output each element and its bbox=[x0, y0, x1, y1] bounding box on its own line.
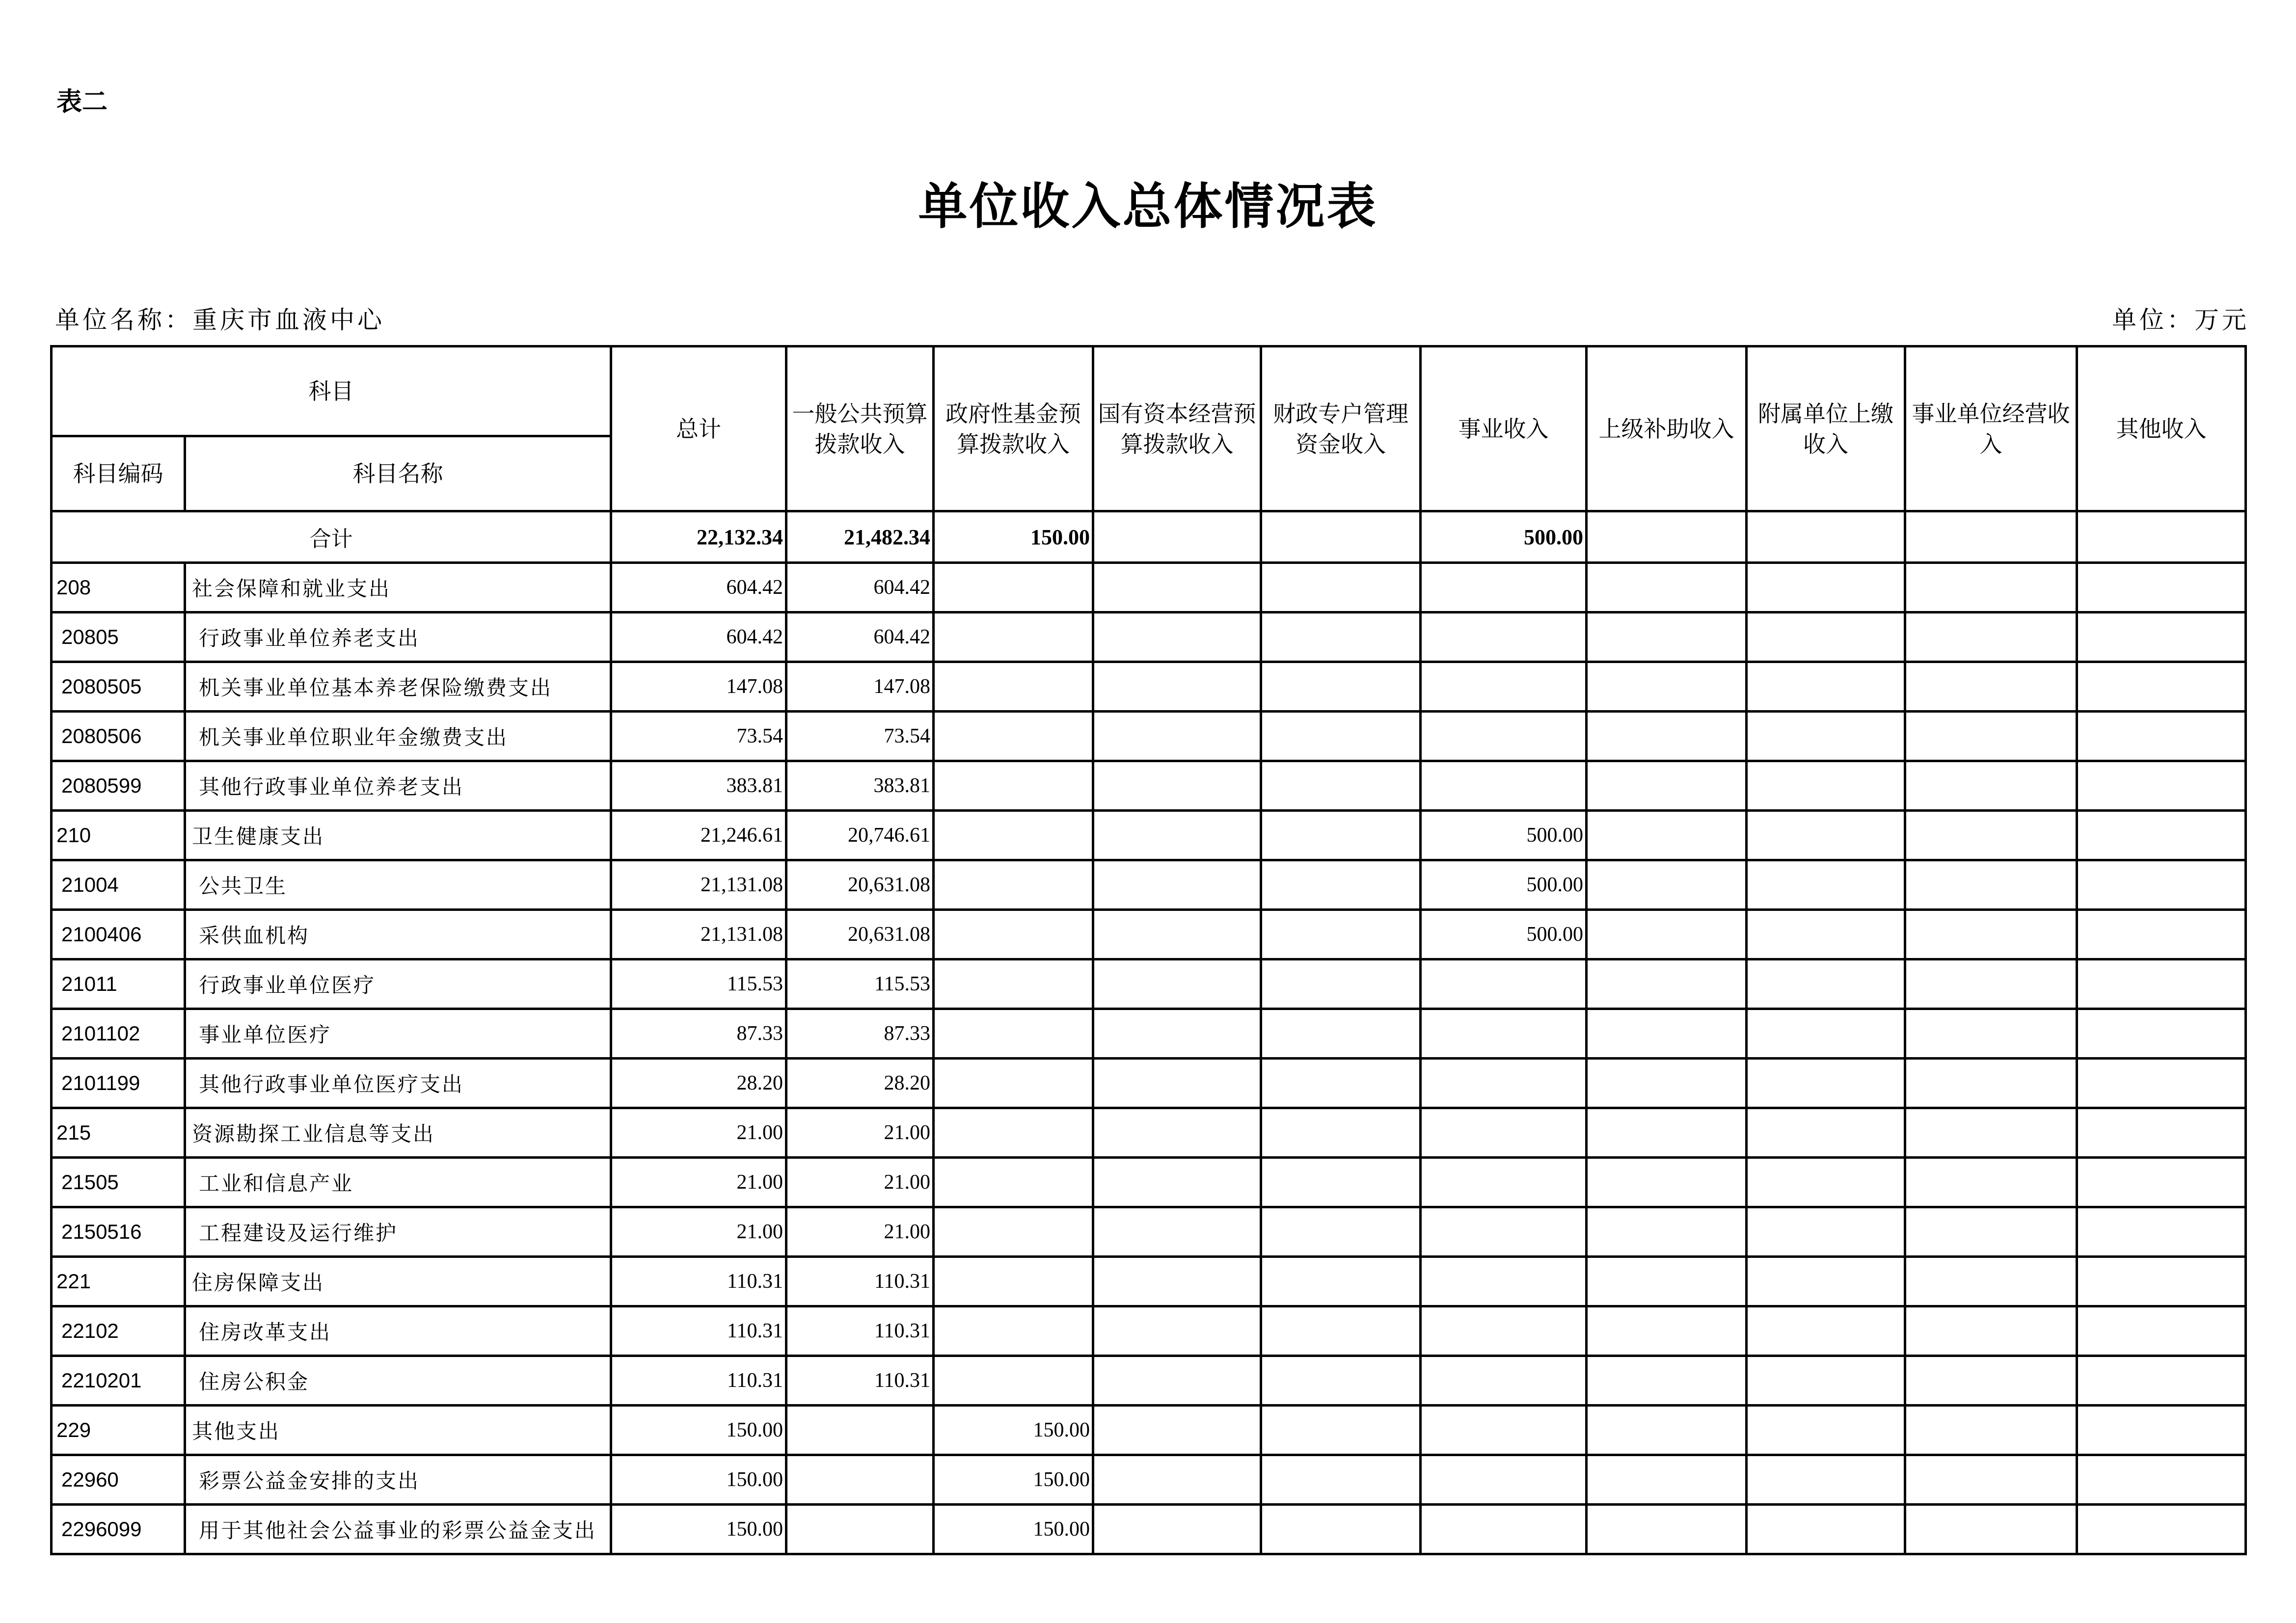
superior-subsidy-cell bbox=[1587, 1207, 1747, 1257]
business-income-cell bbox=[1421, 1059, 1587, 1108]
general-budget-cell: 110.31 bbox=[786, 1257, 934, 1306]
superior-subsidy-cell bbox=[1587, 1158, 1747, 1207]
subject-code-cell: 20805 bbox=[52, 612, 185, 662]
operating-cell bbox=[1905, 1009, 2077, 1059]
state-capital-cell bbox=[1093, 761, 1261, 811]
header-superior-subsidy: 上级补助收入 bbox=[1587, 346, 1747, 511]
fiscal-special-cell bbox=[1261, 612, 1421, 662]
subject-name-cell: 社会保障和就业支出 bbox=[185, 563, 611, 612]
affiliate-cell bbox=[1747, 662, 1905, 712]
business-income-cell bbox=[1421, 1108, 1587, 1158]
gov-fund-cell bbox=[934, 761, 1093, 811]
superior-subsidy-cell bbox=[1587, 1505, 1747, 1554]
other-income-cell bbox=[2077, 761, 2246, 811]
total-cell: 73.54 bbox=[611, 712, 786, 761]
gov-fund-cell: 150.00 bbox=[934, 1455, 1093, 1505]
operating-cell bbox=[1905, 612, 2077, 662]
general-budget-cell: 604.42 bbox=[786, 612, 934, 662]
affiliate-cell bbox=[1747, 1257, 1905, 1306]
fiscal-special-cell bbox=[1261, 1306, 1421, 1356]
gov-fund-cell bbox=[934, 563, 1093, 612]
fiscal-special-cell bbox=[1261, 1356, 1421, 1406]
fiscal-special-cell bbox=[1261, 1009, 1421, 1059]
affiliate-cell bbox=[1747, 959, 1905, 1009]
state-capital-cell bbox=[1093, 860, 1261, 910]
fiscal-special-cell bbox=[1261, 860, 1421, 910]
total-cell: 604.42 bbox=[611, 563, 786, 612]
total-affiliate-cell bbox=[1747, 511, 1905, 563]
operating-cell bbox=[1905, 811, 2077, 860]
fiscal-special-cell bbox=[1261, 1207, 1421, 1257]
table-row bbox=[52, 860, 2246, 910]
subject-code-cell: 208 bbox=[52, 563, 185, 612]
general-budget-cell: 20,631.08 bbox=[786, 860, 934, 910]
fiscal-special-cell bbox=[1261, 910, 1421, 959]
table-row bbox=[52, 910, 2246, 959]
superior-subsidy-cell bbox=[1587, 811, 1747, 860]
total-cell: 21,131.08 bbox=[611, 860, 786, 910]
operating-cell bbox=[1905, 1406, 2077, 1455]
superior-subsidy-cell bbox=[1587, 1108, 1747, 1158]
subject-name-cell: 工程建设及运行维护 bbox=[185, 1207, 611, 1257]
gov-fund-cell bbox=[934, 959, 1093, 1009]
affiliate-cell bbox=[1747, 1158, 1905, 1207]
operating-cell bbox=[1905, 1356, 2077, 1406]
other-income-cell bbox=[2077, 1257, 2246, 1306]
subject-code-cell: 2080506 bbox=[52, 712, 185, 761]
other-income-cell bbox=[2077, 1505, 2246, 1554]
gov-fund-cell bbox=[934, 910, 1093, 959]
subject-name-cell: 住房改革支出 bbox=[185, 1306, 611, 1356]
business-income-cell: 500.00 bbox=[1421, 811, 1587, 860]
total-row bbox=[52, 511, 2246, 563]
subject-code-cell: 22102 bbox=[52, 1306, 185, 1356]
table-row bbox=[52, 1108, 2246, 1158]
business-income-cell bbox=[1421, 1158, 1587, 1207]
subject-name-cell: 采供血机构 bbox=[185, 910, 611, 959]
other-income-cell bbox=[2077, 662, 2246, 712]
gov-fund-cell bbox=[934, 1158, 1093, 1207]
business-income-cell bbox=[1421, 662, 1587, 712]
operating-cell bbox=[1905, 563, 2077, 612]
affiliate-cell bbox=[1747, 1009, 1905, 1059]
table-row bbox=[52, 1009, 2246, 1059]
other-income-cell bbox=[2077, 1207, 2246, 1257]
state-capital-cell bbox=[1093, 910, 1261, 959]
superior-subsidy-cell bbox=[1587, 563, 1747, 612]
affiliate-cell bbox=[1747, 1306, 1905, 1356]
general-budget-cell: 115.53 bbox=[786, 959, 934, 1009]
total-cell: 110.31 bbox=[611, 1356, 786, 1406]
affiliate-cell bbox=[1747, 563, 1905, 612]
table-row bbox=[52, 1059, 2246, 1108]
table-row bbox=[52, 712, 2246, 761]
general-budget-cell bbox=[786, 1455, 934, 1505]
table-row bbox=[52, 1207, 2246, 1257]
fiscal-special-cell bbox=[1261, 1406, 1421, 1455]
state-capital-cell bbox=[1093, 1108, 1261, 1158]
gov-fund-cell bbox=[934, 1306, 1093, 1356]
general-budget-cell: 110.31 bbox=[786, 1356, 934, 1406]
header-general-budget: 一般公共预算拨款收入 bbox=[786, 346, 934, 511]
table-row bbox=[52, 662, 2246, 712]
total-cell: 21.00 bbox=[611, 1207, 786, 1257]
fiscal-special-cell bbox=[1261, 1257, 1421, 1306]
general-budget-cell bbox=[786, 1406, 934, 1455]
affiliate-cell bbox=[1747, 1207, 1905, 1257]
total-cell: 21,131.08 bbox=[611, 910, 786, 959]
total-superior-subsidy-cell bbox=[1587, 511, 1747, 563]
total-cell: 150.00 bbox=[611, 1455, 786, 1505]
subject-code-cell: 2101199 bbox=[52, 1059, 185, 1108]
total-cell: 87.33 bbox=[611, 1009, 786, 1059]
general-budget-cell: 87.33 bbox=[786, 1009, 934, 1059]
total-cell: 147.08 bbox=[611, 662, 786, 712]
subject-code-cell: 2210201 bbox=[52, 1356, 185, 1406]
general-budget-cell: 147.08 bbox=[786, 662, 934, 712]
superior-subsidy-cell bbox=[1587, 1306, 1747, 1356]
header-name: 科目名称 bbox=[185, 436, 611, 511]
table-row bbox=[52, 1257, 2246, 1306]
operating-cell bbox=[1905, 1158, 2077, 1207]
general-budget-cell: 604.42 bbox=[786, 563, 934, 612]
header-fiscal-special: 财政专户管理资金收入 bbox=[1261, 346, 1421, 511]
total-cell: 22,132.34 bbox=[611, 511, 786, 563]
general-budget-cell: 28.20 bbox=[786, 1059, 934, 1108]
subject-name-cell: 机关事业单位职业年金缴费支出 bbox=[185, 712, 611, 761]
table-row bbox=[52, 1306, 2246, 1356]
subject-code-cell: 2296099 bbox=[52, 1505, 185, 1554]
total-cell: 21.00 bbox=[611, 1158, 786, 1207]
operating-cell bbox=[1905, 910, 2077, 959]
business-income-cell bbox=[1421, 712, 1587, 761]
affiliate-cell bbox=[1747, 1505, 1905, 1554]
total-cell: 150.00 bbox=[611, 1505, 786, 1554]
operating-cell bbox=[1905, 1455, 2077, 1505]
affiliate-cell bbox=[1747, 1455, 1905, 1505]
superior-subsidy-cell bbox=[1587, 1455, 1747, 1505]
total-label: 合计 bbox=[52, 511, 611, 563]
superior-subsidy-cell bbox=[1587, 1356, 1747, 1406]
business-income-cell bbox=[1421, 1306, 1587, 1356]
business-income-cell bbox=[1421, 1455, 1587, 1505]
subject-code-cell: 21505 bbox=[52, 1158, 185, 1207]
fiscal-special-cell bbox=[1261, 1108, 1421, 1158]
state-capital-cell bbox=[1093, 1009, 1261, 1059]
subject-name-cell: 事业单位医疗 bbox=[185, 1009, 611, 1059]
other-income-cell bbox=[2077, 1108, 2246, 1158]
state-capital-cell bbox=[1093, 1059, 1261, 1108]
gov-fund-cell: 150.00 bbox=[934, 1406, 1093, 1455]
total-other-cell bbox=[2077, 511, 2246, 563]
gov-fund-cell: 150.00 bbox=[934, 1505, 1093, 1554]
total-cell: 28.20 bbox=[611, 1059, 786, 1108]
other-income-cell bbox=[2077, 1306, 2246, 1356]
affiliate-cell bbox=[1747, 761, 1905, 811]
operating-cell bbox=[1905, 761, 2077, 811]
fiscal-special-cell bbox=[1261, 662, 1421, 712]
business-income-cell: 500.00 bbox=[1421, 860, 1587, 910]
gov-fund-cell bbox=[934, 1257, 1093, 1306]
operating-cell bbox=[1905, 1257, 2077, 1306]
general-budget-cell: 20,746.61 bbox=[786, 811, 934, 860]
operating-cell bbox=[1905, 712, 2077, 761]
operating-cell bbox=[1905, 662, 2077, 712]
income-summary-table bbox=[50, 345, 2247, 1555]
table-row bbox=[52, 811, 2246, 860]
table-row bbox=[52, 1505, 2246, 1554]
total-cell: 383.81 bbox=[611, 761, 786, 811]
operating-cell bbox=[1905, 860, 2077, 910]
superior-subsidy-cell bbox=[1587, 612, 1747, 662]
currency-unit-label: 单位：万元 bbox=[2112, 306, 2249, 334]
fiscal-special-cell bbox=[1261, 1158, 1421, 1207]
general-budget-cell: 110.31 bbox=[786, 1306, 934, 1356]
subject-name-cell: 彩票公益金安排的支出 bbox=[185, 1455, 611, 1505]
state-capital-cell bbox=[1093, 1356, 1261, 1406]
operating-cell bbox=[1905, 1207, 2077, 1257]
affiliate-cell bbox=[1747, 612, 1905, 662]
other-income-cell bbox=[2077, 612, 2246, 662]
other-income-cell bbox=[2077, 811, 2246, 860]
gov-fund-cell bbox=[934, 1009, 1093, 1059]
gov-fund-cell bbox=[934, 811, 1093, 860]
subject-code-cell: 2100406 bbox=[52, 910, 185, 959]
fiscal-special-cell bbox=[1261, 761, 1421, 811]
business-income-cell bbox=[1421, 563, 1587, 612]
state-capital-cell bbox=[1093, 1455, 1261, 1505]
subject-code-cell: 215 bbox=[52, 1108, 185, 1158]
general-budget-cell: 21.00 bbox=[786, 1207, 934, 1257]
operating-cell bbox=[1905, 959, 2077, 1009]
affiliate-cell bbox=[1747, 712, 1905, 761]
subject-name-cell: 资源勘探工业信息等支出 bbox=[185, 1108, 611, 1158]
total-operating-cell bbox=[1905, 511, 2077, 563]
header-operating: 事业单位经营收入 bbox=[1905, 346, 2077, 511]
operating-cell bbox=[1905, 1059, 2077, 1108]
state-capital-cell bbox=[1093, 662, 1261, 712]
table-row bbox=[52, 1455, 2246, 1505]
superior-subsidy-cell bbox=[1587, 959, 1747, 1009]
total-state-capital-cell bbox=[1093, 511, 1261, 563]
form-number: 表二 bbox=[56, 87, 108, 117]
total-cell: 604.42 bbox=[611, 612, 786, 662]
gov-fund-cell bbox=[934, 1207, 1093, 1257]
table-row bbox=[52, 563, 2246, 612]
unit-name-label: 单位名称：重庆市血液中心 bbox=[55, 306, 385, 334]
subject-code-cell: 210 bbox=[52, 811, 185, 860]
header-other-income: 其他收入 bbox=[2077, 346, 2246, 511]
other-income-cell bbox=[2077, 959, 2246, 1009]
other-income-cell bbox=[2077, 1356, 2246, 1406]
subject-name-cell: 机关事业单位基本养老保险缴费支出 bbox=[185, 662, 611, 712]
other-income-cell bbox=[2077, 1059, 2246, 1108]
header-gov-fund: 政府性基金预算拨款收入 bbox=[934, 346, 1093, 511]
general-budget-cell bbox=[786, 1505, 934, 1554]
subject-name-cell: 行政事业单位医疗 bbox=[185, 959, 611, 1009]
subject-name-cell: 工业和信息产业 bbox=[185, 1158, 611, 1207]
table-row bbox=[52, 612, 2246, 662]
state-capital-cell bbox=[1093, 959, 1261, 1009]
operating-cell bbox=[1905, 1108, 2077, 1158]
affiliate-cell bbox=[1747, 1108, 1905, 1158]
total-general-budget-cell: 21,482.34 bbox=[786, 511, 934, 563]
table-row bbox=[52, 1356, 2246, 1406]
fiscal-special-cell bbox=[1261, 1505, 1421, 1554]
business-income-cell: 500.00 bbox=[1421, 910, 1587, 959]
operating-cell bbox=[1905, 1306, 2077, 1356]
other-income-cell bbox=[2077, 1158, 2246, 1207]
superior-subsidy-cell bbox=[1587, 1406, 1747, 1455]
subject-name-cell: 住房保障支出 bbox=[185, 1257, 611, 1306]
header-total: 总计 bbox=[611, 346, 786, 511]
affiliate-cell bbox=[1747, 1059, 1905, 1108]
operating-cell bbox=[1905, 1505, 2077, 1554]
superior-subsidy-cell bbox=[1587, 662, 1747, 712]
superior-subsidy-cell bbox=[1587, 712, 1747, 761]
page-title: 单位收入总体情况表 bbox=[918, 177, 1378, 235]
table-row bbox=[52, 1406, 2246, 1455]
business-income-cell bbox=[1421, 1356, 1587, 1406]
total-fiscal-special-cell bbox=[1261, 511, 1421, 563]
superior-subsidy-cell bbox=[1587, 1257, 1747, 1306]
total-cell: 115.53 bbox=[611, 959, 786, 1009]
subject-name-cell: 行政事业单位养老支出 bbox=[185, 612, 611, 662]
subject-code-cell: 22960 bbox=[52, 1455, 185, 1505]
general-budget-cell: 383.81 bbox=[786, 761, 934, 811]
general-budget-cell: 21.00 bbox=[786, 1158, 934, 1207]
affiliate-cell bbox=[1747, 811, 1905, 860]
superior-subsidy-cell bbox=[1587, 910, 1747, 959]
other-income-cell bbox=[2077, 910, 2246, 959]
subject-name-cell: 其他行政事业单位养老支出 bbox=[185, 761, 611, 811]
state-capital-cell bbox=[1093, 1406, 1261, 1455]
gov-fund-cell bbox=[934, 662, 1093, 712]
state-capital-cell bbox=[1093, 1207, 1261, 1257]
fiscal-special-cell bbox=[1261, 1059, 1421, 1108]
subject-code-cell: 21011 bbox=[52, 959, 185, 1009]
state-capital-cell bbox=[1093, 1257, 1261, 1306]
header-affiliate: 附属单位上缴收入 bbox=[1747, 346, 1905, 511]
total-cell: 21,246.61 bbox=[611, 811, 786, 860]
subject-name-cell: 住房公积金 bbox=[185, 1356, 611, 1406]
header-code: 科目编码 bbox=[52, 436, 185, 511]
table-row bbox=[52, 959, 2246, 1009]
subject-code-cell: 2150516 bbox=[52, 1207, 185, 1257]
superior-subsidy-cell bbox=[1587, 860, 1747, 910]
other-income-cell bbox=[2077, 1455, 2246, 1505]
business-income-cell bbox=[1421, 959, 1587, 1009]
subject-code-cell: 2101102 bbox=[52, 1009, 185, 1059]
header-subject: 科目 bbox=[52, 346, 611, 436]
subject-code-cell: 2080599 bbox=[52, 761, 185, 811]
subject-name-cell: 其他支出 bbox=[185, 1406, 611, 1455]
header-state-capital: 国有资本经营预算拨款收入 bbox=[1093, 346, 1261, 511]
other-income-cell bbox=[2077, 1009, 2246, 1059]
other-income-cell bbox=[2077, 860, 2246, 910]
business-income-cell bbox=[1421, 612, 1587, 662]
business-income-cell bbox=[1421, 1257, 1587, 1306]
state-capital-cell bbox=[1093, 811, 1261, 860]
subject-name-cell: 公共卫生 bbox=[185, 860, 611, 910]
total-business-cell: 500.00 bbox=[1421, 511, 1587, 563]
superior-subsidy-cell bbox=[1587, 761, 1747, 811]
table-row bbox=[52, 761, 2246, 811]
subject-name-cell: 用于其他社会公益事业的彩票公益金支出 bbox=[185, 1505, 611, 1554]
other-income-cell bbox=[2077, 563, 2246, 612]
superior-subsidy-cell bbox=[1587, 1059, 1747, 1108]
total-cell: 110.31 bbox=[611, 1257, 786, 1306]
affiliate-cell bbox=[1747, 860, 1905, 910]
state-capital-cell bbox=[1093, 712, 1261, 761]
subject-code-cell: 2080505 bbox=[52, 662, 185, 712]
fiscal-special-cell bbox=[1261, 811, 1421, 860]
state-capital-cell bbox=[1093, 1505, 1261, 1554]
subject-name-cell: 卫生健康支出 bbox=[185, 811, 611, 860]
fiscal-special-cell bbox=[1261, 712, 1421, 761]
gov-fund-cell bbox=[934, 1059, 1093, 1108]
total-cell: 150.00 bbox=[611, 1406, 786, 1455]
affiliate-cell bbox=[1747, 1406, 1905, 1455]
gov-fund-cell bbox=[934, 1108, 1093, 1158]
superior-subsidy-cell bbox=[1587, 1009, 1747, 1059]
subject-code-cell: 21004 bbox=[52, 860, 185, 910]
business-income-cell bbox=[1421, 1207, 1587, 1257]
header-business-income: 事业收入 bbox=[1421, 346, 1587, 511]
state-capital-cell bbox=[1093, 612, 1261, 662]
gov-fund-cell bbox=[934, 612, 1093, 662]
other-income-cell bbox=[2077, 1406, 2246, 1455]
fiscal-special-cell bbox=[1261, 1455, 1421, 1505]
total-gov-fund-cell: 150.00 bbox=[934, 511, 1093, 563]
business-income-cell bbox=[1421, 1009, 1587, 1059]
subject-code-cell: 229 bbox=[52, 1406, 185, 1455]
fiscal-special-cell bbox=[1261, 959, 1421, 1009]
table-row bbox=[52, 1158, 2246, 1207]
total-cell: 110.31 bbox=[611, 1306, 786, 1356]
other-income-cell bbox=[2077, 712, 2246, 761]
state-capital-cell bbox=[1093, 1158, 1261, 1207]
general-budget-cell: 21.00 bbox=[786, 1108, 934, 1158]
total-cell: 21.00 bbox=[611, 1108, 786, 1158]
general-budget-cell: 20,631.08 bbox=[786, 910, 934, 959]
affiliate-cell bbox=[1747, 910, 1905, 959]
affiliate-cell bbox=[1747, 1356, 1905, 1406]
gov-fund-cell bbox=[934, 1356, 1093, 1406]
subject-code-cell: 221 bbox=[52, 1257, 185, 1306]
business-income-cell bbox=[1421, 761, 1587, 811]
fiscal-special-cell bbox=[1261, 563, 1421, 612]
gov-fund-cell bbox=[934, 712, 1093, 761]
business-income-cell bbox=[1421, 1505, 1587, 1554]
state-capital-cell bbox=[1093, 563, 1261, 612]
gov-fund-cell bbox=[934, 860, 1093, 910]
general-budget-cell: 73.54 bbox=[786, 712, 934, 761]
subject-name-cell: 其他行政事业单位医疗支出 bbox=[185, 1059, 611, 1108]
state-capital-cell bbox=[1093, 1306, 1261, 1356]
business-income-cell bbox=[1421, 1406, 1587, 1455]
